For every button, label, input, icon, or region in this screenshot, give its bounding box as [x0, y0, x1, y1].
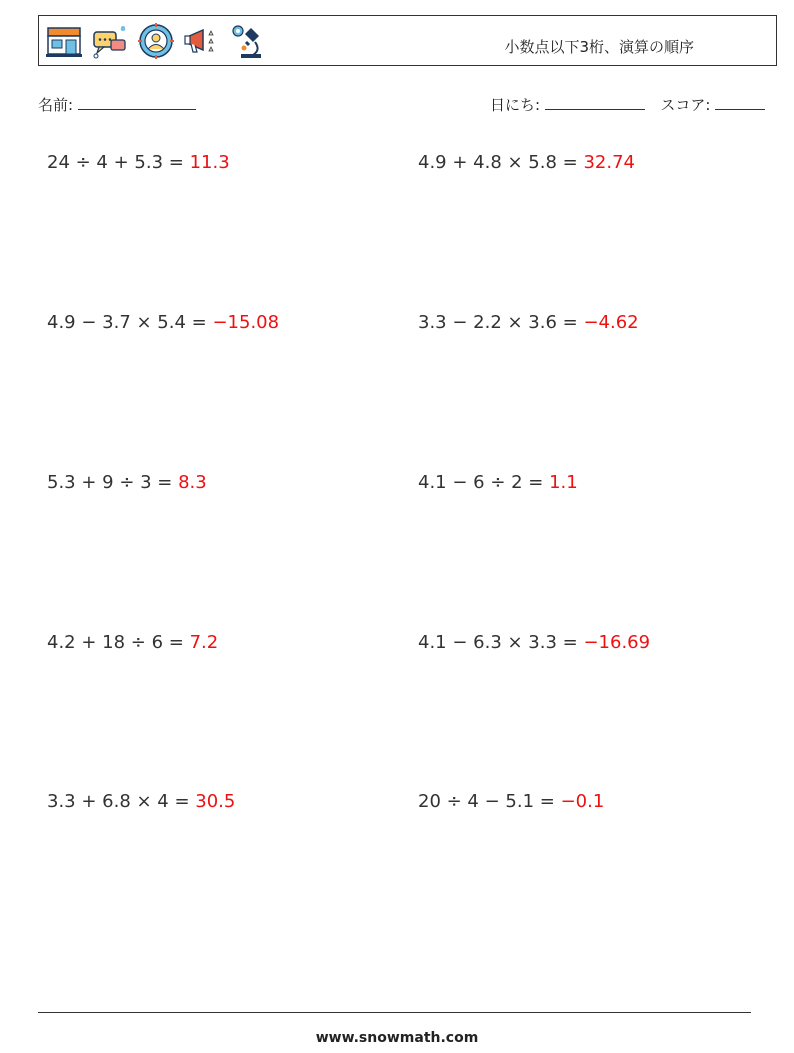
- footer-site-link[interactable]: www.snowmath.com: [315, 1030, 479, 1046]
- problem-expression: 20 ÷ 4 − 5.1 =: [418, 791, 561, 812]
- problem-5: [47, 472, 207, 493]
- problem-answer: −15.08: [212, 312, 280, 333]
- problem-answer: 32.74: [583, 152, 635, 173]
- problem-answer: −0.1: [560, 791, 605, 812]
- problem-expression: 4.1 − 6.3 × 3.3 =: [418, 632, 584, 653]
- problem-expression: 3.3 + 6.8 × 4 =: [47, 791, 196, 812]
- problem-1: [47, 152, 230, 173]
- name-blank[interactable]: [78, 95, 196, 110]
- problem-4: [418, 312, 639, 333]
- score-label: スコア:: [660, 96, 711, 114]
- name-field: [38, 94, 196, 115]
- name-label: 名前:: [38, 96, 74, 114]
- problem-expression: 4.1 − 6 ÷ 2 =: [418, 472, 550, 493]
- problem-answer: −16.69: [583, 632, 651, 653]
- problem-8: [418, 632, 650, 653]
- problem-expression: 24 ÷ 4 + 5.3 =: [47, 152, 190, 173]
- date-score-field: [490, 94, 765, 115]
- problem-3: [47, 312, 279, 333]
- problem-7: [47, 632, 218, 653]
- footer-divider: [38, 1012, 751, 1013]
- problem-9: [47, 791, 235, 812]
- microscope-icon: [229, 22, 267, 60]
- chat-bubbles-icon: [91, 22, 129, 60]
- problem-expression: 3.3 − 2.2 × 3.6 =: [418, 312, 584, 333]
- header-box: [38, 15, 777, 66]
- problem-2: [418, 152, 635, 173]
- date-blank[interactable]: [545, 95, 645, 110]
- user-target-icon: [137, 22, 175, 60]
- problem-expression: 4.9 + 4.8 × 5.8 =: [418, 152, 584, 173]
- problem-10: [418, 791, 604, 812]
- header-icons: [45, 22, 267, 60]
- problem-answer: −4.62: [583, 312, 639, 333]
- date-label: 日にち:: [490, 96, 541, 114]
- problem-expression: 5.3 + 9 ÷ 3 =: [47, 472, 179, 493]
- problem-expression: 4.9 − 3.7 × 5.4 =: [47, 312, 213, 333]
- problem-answer: 30.5: [195, 791, 236, 812]
- score-blank[interactable]: [715, 95, 765, 110]
- problem-answer: 11.3: [189, 152, 230, 173]
- problem-expression: 4.2 + 18 ÷ 6 =: [47, 632, 190, 653]
- problem-answer: 7.2: [189, 632, 219, 653]
- megaphone-icon: [183, 22, 221, 60]
- worksheet-title: 小数点以下3桁、演算の順序: [504, 38, 694, 56]
- problem-6: [418, 472, 578, 493]
- storefront-icon: [45, 22, 83, 60]
- problem-answer: 1.1: [549, 472, 578, 493]
- problem-answer: 8.3: [178, 472, 207, 493]
